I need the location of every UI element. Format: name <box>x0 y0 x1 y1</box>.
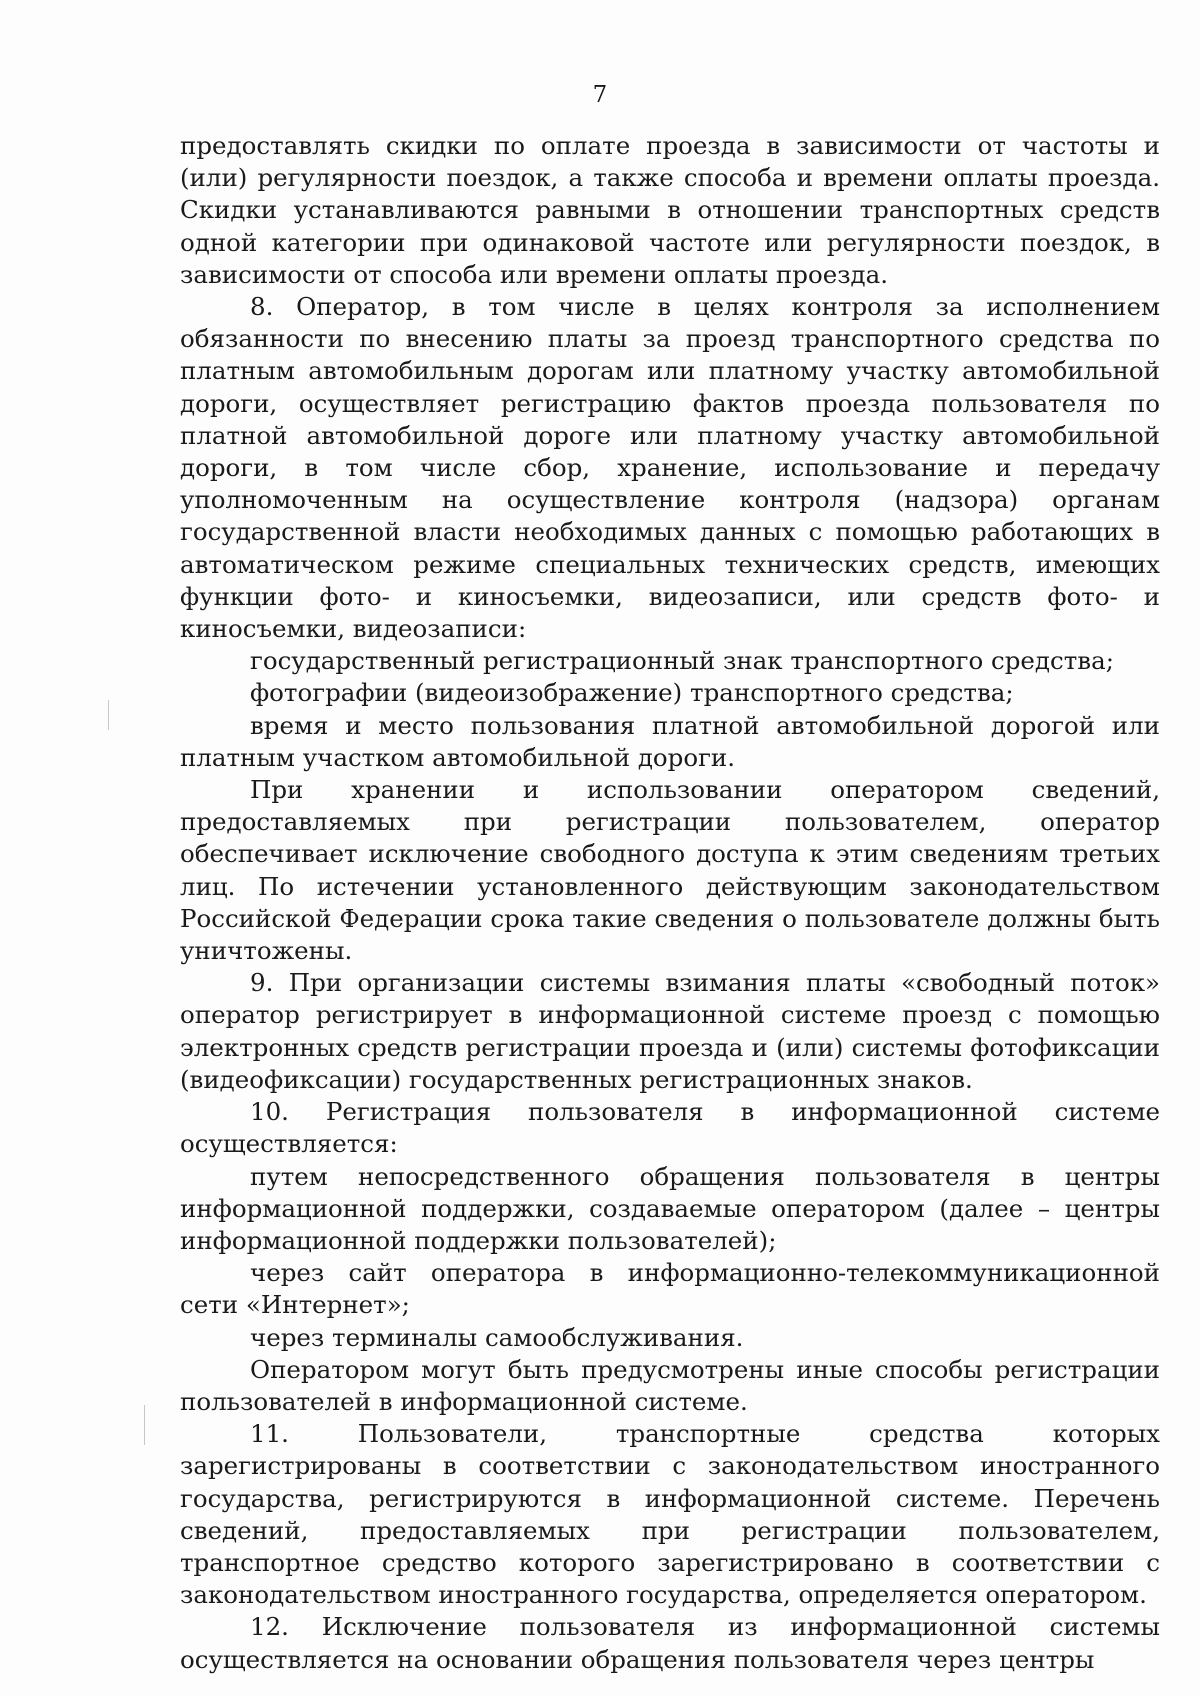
paragraph: При хранении и использовании оператором сведений, предоставляемых при регистрации пользователем, оператор обеспечивает исключение свободного доступа к этим сведениям третьих лиц. По истечении установленного действующим законодательством Российской Федерации срока такие сведения о пользователе должны быть уничтожены. <box>180 775 1160 966</box>
document-body <box>180 130 1160 1676</box>
scan-artifact-mark <box>144 1405 145 1445</box>
list-item: путем непосредственного обращения пользователя в центры информационной поддержки, создаваемые оператором (далее – центры информационной поддержки пользователей); <box>180 1161 1160 1255</box>
paragraph-clause-8: 8. Оператор, в том числе в целях контроля за исполнением обязанности по внесению платы за проезд транспортного средства по платным автомобильным дорогам или платному участку автомобильной дороги, осуществляет регистрацию фактов проезда пользователя по платной автомобильной дороге или платному участку автомобильной дороги, в том числе сбор, хранение, использование и передачу уполномоченным на осуществление контроля (надзора) органам государственной власти необходимых данных с помощью работающих в автоматическом режиме специальных технических средств, имеющих функции фото- и киносъемки, видеозаписи, или средств фото- и киносъемки, видеозаписи: <box>180 292 1160 644</box>
list-item: через сайт оператора в информационно-телекоммуникационной сети «Интернет»; <box>180 1258 1160 1320</box>
page-number: 7 <box>592 82 608 108</box>
paragraph: Оператором могут быть предусмотрены иные способы регистрации пользователей в информационной системе. <box>180 1354 1160 1416</box>
paragraph-clause-11: 11. Пользователи, транспортные средства которых зарегистрированы в соответствии с законодательством иностранного государства, регистрируются в информационной системе. Перечень сведений, предоставляемых при регистрации пользователем, транспортное средство которого зарегистрировано в соответствии с законодательством иностранного государства, определяется оператором. <box>180 1419 1160 1610</box>
paragraph-clause-10: 10. Регистрация пользователя в информационной системе осуществляется: <box>180 1097 1160 1159</box>
list-item: государственный регистрационный знак транспортного средства; <box>250 646 1114 676</box>
list-item: фотографии (видеоизображение) транспортного средства; <box>250 678 1014 708</box>
paragraph-clause-9: 9. При организации системы взимания платы «свободный поток» оператор регистрирует в информационной системе проезд с помощью электронных средств регистрации проезда и (или) системы фотофиксации (видеофиксации) государственных регистрационных знаков. <box>180 968 1160 1094</box>
list-item: через терминалы самообслуживания. <box>250 1322 744 1352</box>
paragraph: предоставлять скидки по оплате проезда в зависимости от частоты и (или) регулярности поездок, а также способа и времени оплаты проезда. Скидки устанавливаются равными в отношении транспортных средств одной категории при одинаковой частоте или регулярности поездок, в зависимости от способа или времени оплаты проезда. <box>180 131 1160 289</box>
paragraph-clause-12: 12. Исключение пользователя из информационной системы осуществляется на основании обращения пользователя через центры <box>180 1612 1160 1674</box>
scan-artifact-mark <box>108 700 109 730</box>
list-item: время и место пользования платной автомобильной дорогой или платным участком автомобильной дороги. <box>180 710 1160 772</box>
